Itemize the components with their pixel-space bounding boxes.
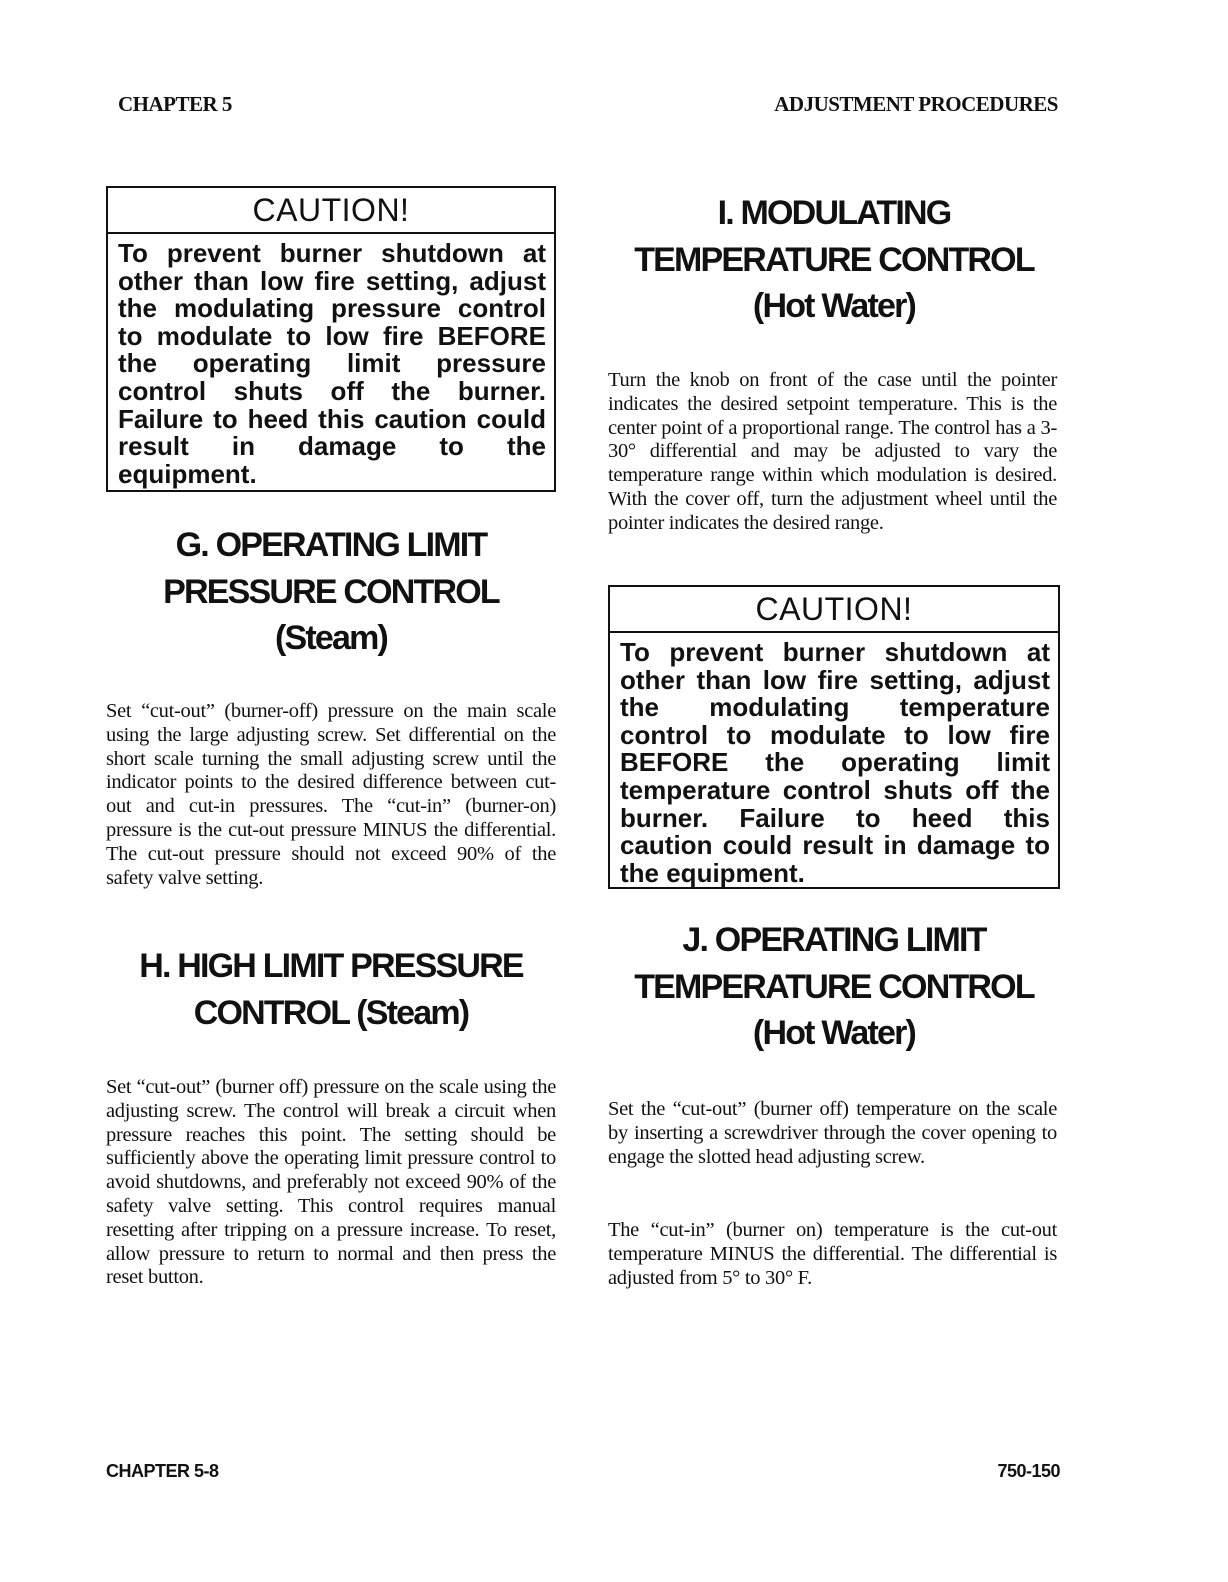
caution-text: To prevent burner shutdown at other than low fire setting, adjust the modulating pressure control to modulate to low fire BEFORE the operating limit pressure control shuts off the burner. Failure to heed this caution could result in damage to the equipment. [118,238,546,489]
heading-line: TEMPERATURE CONTROL [634,967,1034,1006]
page-number: CHAPTER 5-8 [106,1461,219,1481]
paragraph-operating-limit-pressure: Set “cut-out” (burner-off) pressure on the main scale using the large adjusting screw. Set differential on the short scale turning the small adjusting screw until the indicator points to the desired difference between cut-out and cut-in pressures. The “cut-in” (burner-on) pressure is the cut-out pressure MINUS the differential. The cut-out pressure should not exceed 90% of the safety valve setting. [106,700,556,889]
caution-title: CAUTION! [108,188,554,234]
heading-modulating-temperature-control [608,190,1060,330]
heading-line: (Hot Water) [752,287,916,325]
paragraph-cut-out-temperature: Set the “cut-out” (burner off) temperature on the scale by inserting a screwdriver through the cover opening to engage the slotted head adjusting screw. [608,1098,1057,1168]
caution-box-pressure [106,186,556,492]
heading-line: PRESSURE CONTROL [163,572,499,611]
heading-line: H. HIGH LIMIT PRESSURE [139,947,523,985]
paragraph-cut-in-temperature: The “cut-in” (burner on) temperature is the cut-out temperature MINUS the differential. The differential is adjusted from 5° to 30° F. [608,1219,1057,1289]
heading-line: I. MODULATING [717,194,951,232]
heading-line: (Steam) [274,619,388,657]
heading-operating-limit-temperature-control [608,917,1060,1057]
section-header: ADJUSTMENT PROCEDURES [774,92,1058,116]
heading-line: (Hot Water) [752,1014,916,1052]
heading-high-limit-pressure-control [106,943,556,1036]
heading-operating-limit-pressure-control [106,522,556,662]
document-number: 750-150 [997,1461,1060,1481]
caution-text: To prevent burner shutdown at other than low fire setting, adjust the modulating temperature control to modulate to low fire BEFORE the operating limit temperature control shuts off the burner. Failure to heed this caution could result in damage to the equipment. [620,637,1050,888]
caution-title: CAUTION! [610,587,1058,633]
heading-line: TEMPERATURE CONTROL [634,240,1034,279]
chapter-header: CHAPTER 5 [118,92,232,116]
heading-line: G. OPERATING LIMIT [175,526,487,564]
paragraph-high-limit-pressure: Set “cut-out” (burner off) pressure on the scale using the adjusting screw. The control will break a circuit when pressure reaches this point. The setting should be sufficiently above the operating limit pressure control to avoid shutdowns, and preferably not exceed 90% of the safety valve setting. This control requires manual resetting after tripping on a pressure increase. To reset, allow pressure to return to normal and then press the reset button. [106,1076,556,1289]
heading-line: J. OPERATING LIMIT [682,921,986,959]
heading-line: CONTROL (Steam) [193,993,469,1032]
paragraph-modulating-temperature: Turn the knob on front of the case until the pointer indicates the desired setpoint temperature. This is the center point of a proportional range. The control has a 3-30° differential and may be adjusted to vary the temperature range within which modulation is desired. With the cover off, turn the adjustment wheel until the pointer indicates the desired range. [608,369,1057,534]
caution-box-temperature [608,585,1060,889]
